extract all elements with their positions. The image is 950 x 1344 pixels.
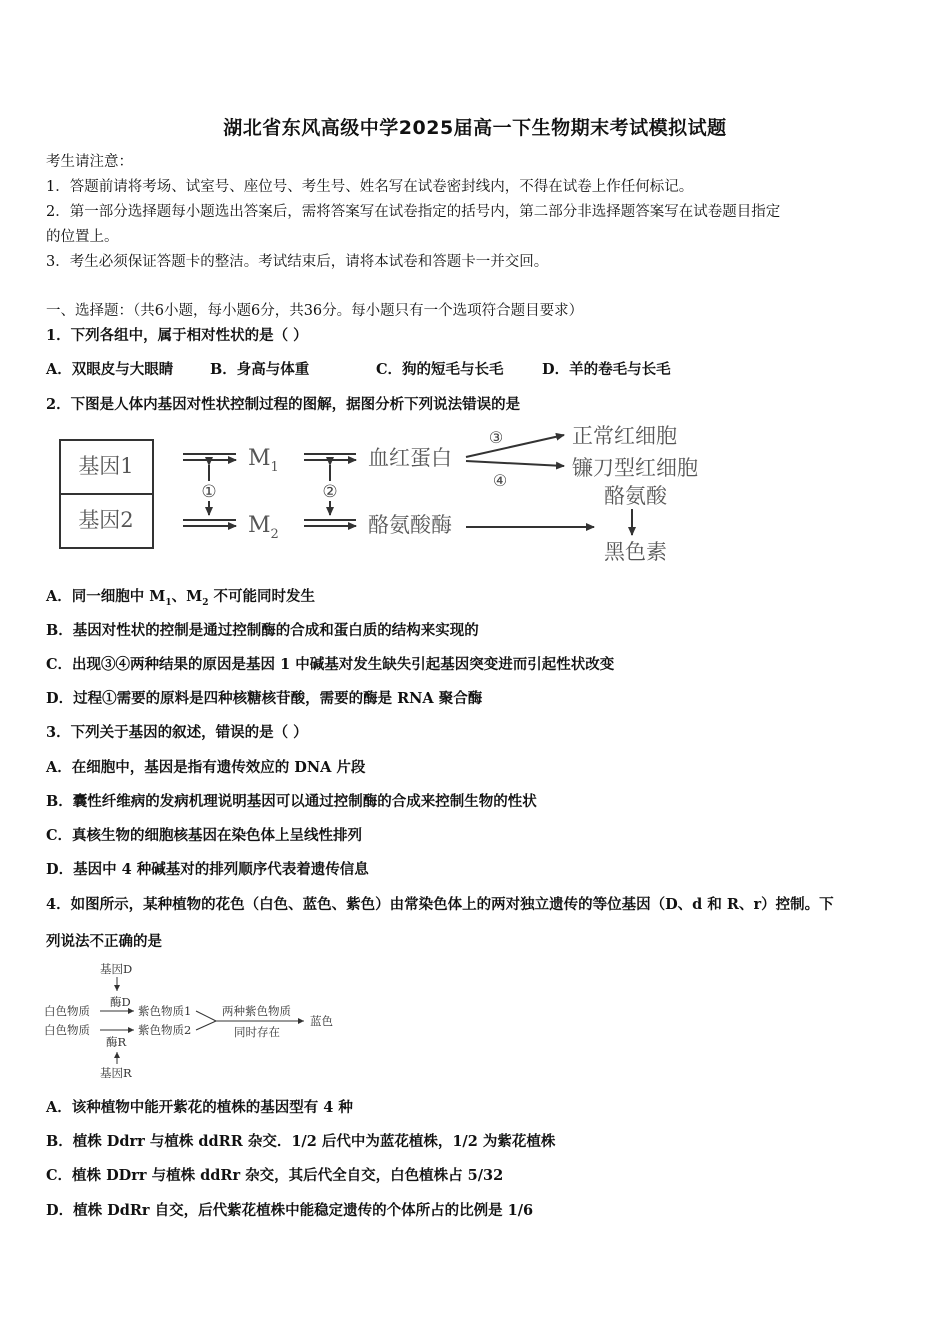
step4-label: ④ bbox=[492, 471, 508, 490]
hemoglobin-label: 血红蛋白 bbox=[368, 446, 452, 470]
q3-option-b[interactable]: B．囊性纤维病的发病机理说明基因可以通过控制酶的合成来控制生物的性状 bbox=[46, 793, 537, 810]
gene1-label: 基因1 bbox=[78, 454, 134, 478]
question-4-stem-line2: 列说法不正确的是 bbox=[46, 933, 162, 950]
sickle-rbc-label: 镰刀型红细胞 bbox=[572, 456, 698, 480]
white-substance-1: 白色物质 bbox=[44, 1004, 90, 1018]
normal-rbc-label: 正常红细胞 bbox=[572, 424, 677, 448]
merge-line-bottom bbox=[196, 1021, 216, 1030]
q2-option-c[interactable]: C．出现③④两种结果的原因是基因 1 中碱基对发生缺失引起基因突变进而引起性状改变 bbox=[46, 656, 615, 673]
step3-label: ③ bbox=[488, 428, 504, 447]
q4-option-b[interactable]: B．植株 Ddrr 与植株 ddRR 杂交．1/2 后代中为蓝花植株，1/2 为紫花植株 bbox=[46, 1133, 556, 1150]
q2-option-d[interactable]: D．过程①需要的原料是四种核糖核苷酸，需要的酶是 RNA 聚合酶 bbox=[46, 690, 483, 707]
step4-arrow bbox=[466, 461, 564, 466]
question-1-options bbox=[46, 360, 671, 380]
q4-option-a[interactable]: A．该种植物中能开紫花的植株的基因型有 4 种 bbox=[46, 1099, 353, 1116]
gene-d-label: 基因D bbox=[100, 962, 133, 976]
purple-substance-1: 紫色物质1 bbox=[138, 1004, 192, 1018]
question-3-stem: 3．下列关于基因的叙述，错误的是（ ） bbox=[46, 724, 308, 741]
tyrosine-label: 酪氨酸 bbox=[604, 484, 667, 508]
notice-item-2: 2．第一部分选择题每小题选出答案后，需将答案写在试卷指定的括号内，第二部分非选择题答案写在试卷题目指定 bbox=[46, 204, 781, 220]
melanin-label: 黑色素 bbox=[604, 540, 667, 564]
notice-item-3: 3．考生必须保证答题卡的整洁。考试结束后，请将本试卷和答题卡一并交回。 bbox=[46, 254, 549, 270]
white-substance-2: 白色物质 bbox=[44, 1023, 90, 1037]
enzyme-r-label: 酶R bbox=[106, 1035, 127, 1049]
notice-heading: 考生请注意： bbox=[46, 154, 133, 170]
merge-line-top bbox=[196, 1011, 216, 1021]
m2-label: $M_2$ bbox=[248, 513, 279, 542]
q1-option-a[interactable]: A．双眼皮与大眼睛 bbox=[46, 361, 174, 378]
q4-option-d[interactable]: D．植株 DdRr 自交，后代紫花植株中能稳定遗传的个体所占的比例是 1/6 bbox=[46, 1202, 534, 1219]
q2-option-a[interactable]: A．同一细胞中 $M_1$、$M_2$ 不可能同时发生 bbox=[46, 588, 316, 608]
q1-option-c[interactable]: C．狗的短毛与长毛 bbox=[376, 361, 504, 378]
both-purple-label: 两种紫色物质 bbox=[222, 1004, 291, 1018]
step2-label: ② bbox=[322, 482, 338, 502]
gene-r-label: 基因R bbox=[100, 1066, 132, 1080]
question-2-stem: 2．下图是人体内基因对性状控制过程的图解，据图分析下列说法错误的是 bbox=[46, 396, 521, 413]
gene-control-diagram bbox=[56, 423, 716, 571]
q4-option-c[interactable]: C．植株 DDrr 与植株 ddRr 杂交，其后代全自交，白色植株占 5/32 bbox=[46, 1167, 504, 1184]
q1-option-b[interactable]: B．身高与体重 bbox=[210, 361, 310, 378]
q3-option-c[interactable]: C．真核生物的细胞核基因在染色体上呈线性排列 bbox=[46, 827, 363, 844]
question-1-stem: 1．下列各组中，属于相对性状的是（ ） bbox=[46, 327, 308, 344]
page-title: 湖北省东风高级中学2025届高一下生物期末考试模拟试题 bbox=[223, 117, 727, 139]
blue-label: 蓝色 bbox=[310, 1014, 333, 1028]
step3-arrow bbox=[466, 435, 564, 457]
flower-color-pathway-diagram bbox=[44, 960, 344, 1084]
notice-item-2-cont: 的位置上。 bbox=[46, 229, 119, 245]
q2-option-b[interactable]: B．基因对性状的控制是通过控制酶的合成和蛋白质的结构来实现的 bbox=[46, 622, 479, 639]
gene2-label: 基因2 bbox=[78, 508, 134, 532]
step1-label: ① bbox=[201, 482, 217, 502]
coexist-label: 同时存在 bbox=[234, 1025, 280, 1039]
tyrosinase-label: 酪氨酸酶 bbox=[368, 513, 452, 537]
q1-option-d[interactable]: D．羊的卷毛与长毛 bbox=[542, 361, 671, 378]
q3-option-a[interactable]: A．在细胞中，基因是指有遗传效应的 DNA 片段 bbox=[46, 759, 366, 776]
section-heading: 一、选择题：（共6小题，每小题6分，共36分。每小题只有一个选项符合题目要求） bbox=[46, 303, 584, 319]
q3-option-d[interactable]: D．基因中 4 种碱基对的排列顺序代表着遗传信息 bbox=[46, 861, 369, 878]
question-4-stem-line1: 4．如图所示，某种植物的花色（白色、蓝色、紫色）由常染色体上的两对独立遗传的等位基因（D、d 和 R、r）控制。下 bbox=[46, 896, 834, 913]
purple-substance-2: 紫色物质2 bbox=[138, 1023, 192, 1037]
notice-item-1: 1．答题前请将考场、试室号、座位号、考生号、姓名写在试卷密封线内，不得在试卷上作任何标记。 bbox=[46, 179, 694, 195]
m1-label: $M_1$ bbox=[248, 446, 279, 475]
enzyme-d-label: 酶D bbox=[110, 995, 131, 1009]
